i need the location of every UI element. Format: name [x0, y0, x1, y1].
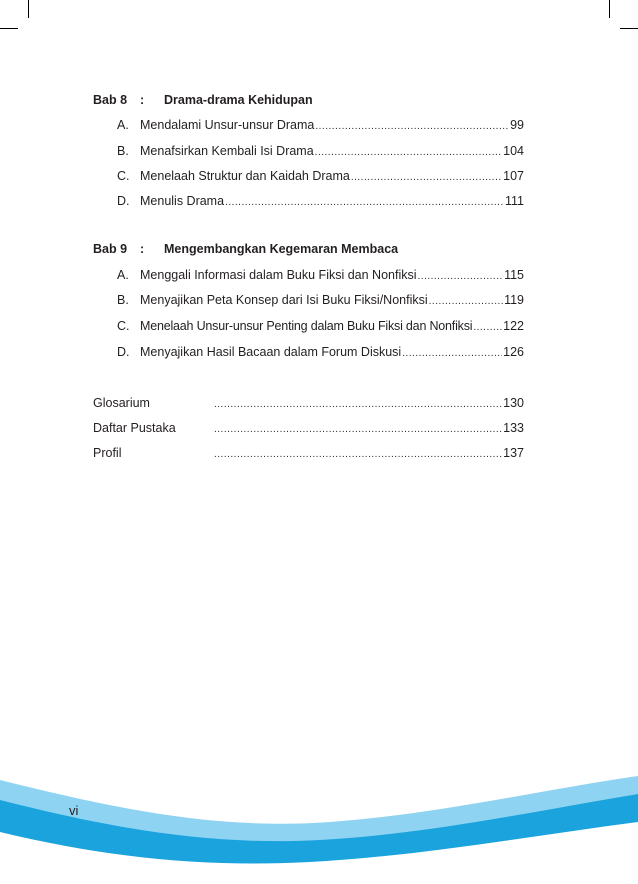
toc-entry[interactable] [117, 319, 524, 333]
entry-page: 104 [503, 144, 524, 158]
toc-entry[interactable] [117, 118, 524, 132]
chapter-title: Drama-drama Kehidupan [164, 93, 313, 107]
entry-letter: D. [117, 194, 130, 208]
chapter-number: Bab 8 [93, 93, 128, 107]
dot-leader [429, 296, 503, 307]
dot-leader [351, 172, 502, 183]
back-matter-entry[interactable] [93, 446, 524, 460]
entry-letter: A. [117, 268, 129, 282]
entry-page: 111 [504, 194, 524, 208]
chapter-colon: : [140, 242, 145, 256]
dot-leader [473, 322, 502, 333]
crop-mark [28, 0, 29, 18]
entry-letter: C. [117, 319, 130, 333]
entry-letter: B. [117, 293, 129, 307]
entry-title: Daftar Pustaka [93, 421, 176, 435]
back-matter-entry[interactable] [93, 396, 524, 410]
crop-mark [620, 28, 638, 29]
dot-leader [402, 348, 502, 359]
toc-entry[interactable] [117, 144, 524, 158]
dot-leader [315, 147, 502, 158]
chapter-colon: : [140, 93, 145, 107]
dot-leader [225, 197, 504, 208]
dot-leader [418, 271, 504, 282]
entry-page: 130 [503, 396, 524, 410]
entry-title: Menggali Informasi dalam Buku Fiksi dan Nonfiksi [140, 268, 417, 282]
toc-entry[interactable] [117, 293, 524, 307]
entry-page: 119 [504, 293, 524, 307]
dot-leader [315, 121, 509, 132]
entry-title: Profil [93, 446, 122, 460]
entry-title: Menyajikan Peta Konsep dari Isi Buku Fiksi/Nonfiksi [140, 293, 428, 307]
entry-title: Menyajikan Hasil Bacaan dalam Forum Diskusi [140, 345, 402, 359]
toc-entry[interactable] [117, 345, 524, 359]
entry-title: Glosarium [93, 396, 150, 410]
back-matter-entry[interactable] [93, 421, 524, 435]
entry-letter: A. [117, 118, 129, 132]
entry-title: Menelaah Struktur dan Kaidah Drama [140, 169, 350, 183]
entry-letter: C. [117, 169, 130, 183]
entry-title: Menulis Drama [140, 194, 225, 208]
dot-leader [214, 399, 502, 410]
entry-page: 122 [503, 319, 524, 333]
dot-leader [214, 424, 502, 435]
entry-letter: B. [117, 144, 129, 158]
entry-title: Mendalami Unsur-unsur Drama [140, 118, 315, 132]
entry-page: 99 [510, 118, 524, 132]
entry-page: 126 [503, 345, 524, 359]
toc-entry[interactable] [117, 194, 524, 208]
entry-page: 107 [503, 169, 524, 183]
page-number: vi [69, 803, 79, 818]
entry-title: Menafsirkan Kembali Isi Drama [140, 144, 314, 158]
toc-entry[interactable] [117, 169, 524, 183]
crop-mark [0, 28, 18, 29]
chapter-heading [93, 242, 398, 256]
chapter-title: Mengembangkan Kegemaran Membaca [164, 242, 399, 256]
chapter-heading [93, 93, 313, 107]
dot-leader [214, 449, 502, 460]
toc-entry[interactable] [117, 268, 524, 282]
chapter-number: Bab 9 [93, 242, 128, 256]
entry-page: 115 [504, 268, 524, 282]
entry-title: Menelaah Unsur-unsur Penting dalam Buku Fiksi dan Nonfiksi [140, 319, 473, 333]
crop-mark [609, 0, 610, 18]
entry-page: 137 [503, 446, 524, 460]
entry-letter: D. [117, 345, 130, 359]
entry-page: 133 [503, 421, 524, 435]
footer-wave-decoration [0, 760, 638, 884]
